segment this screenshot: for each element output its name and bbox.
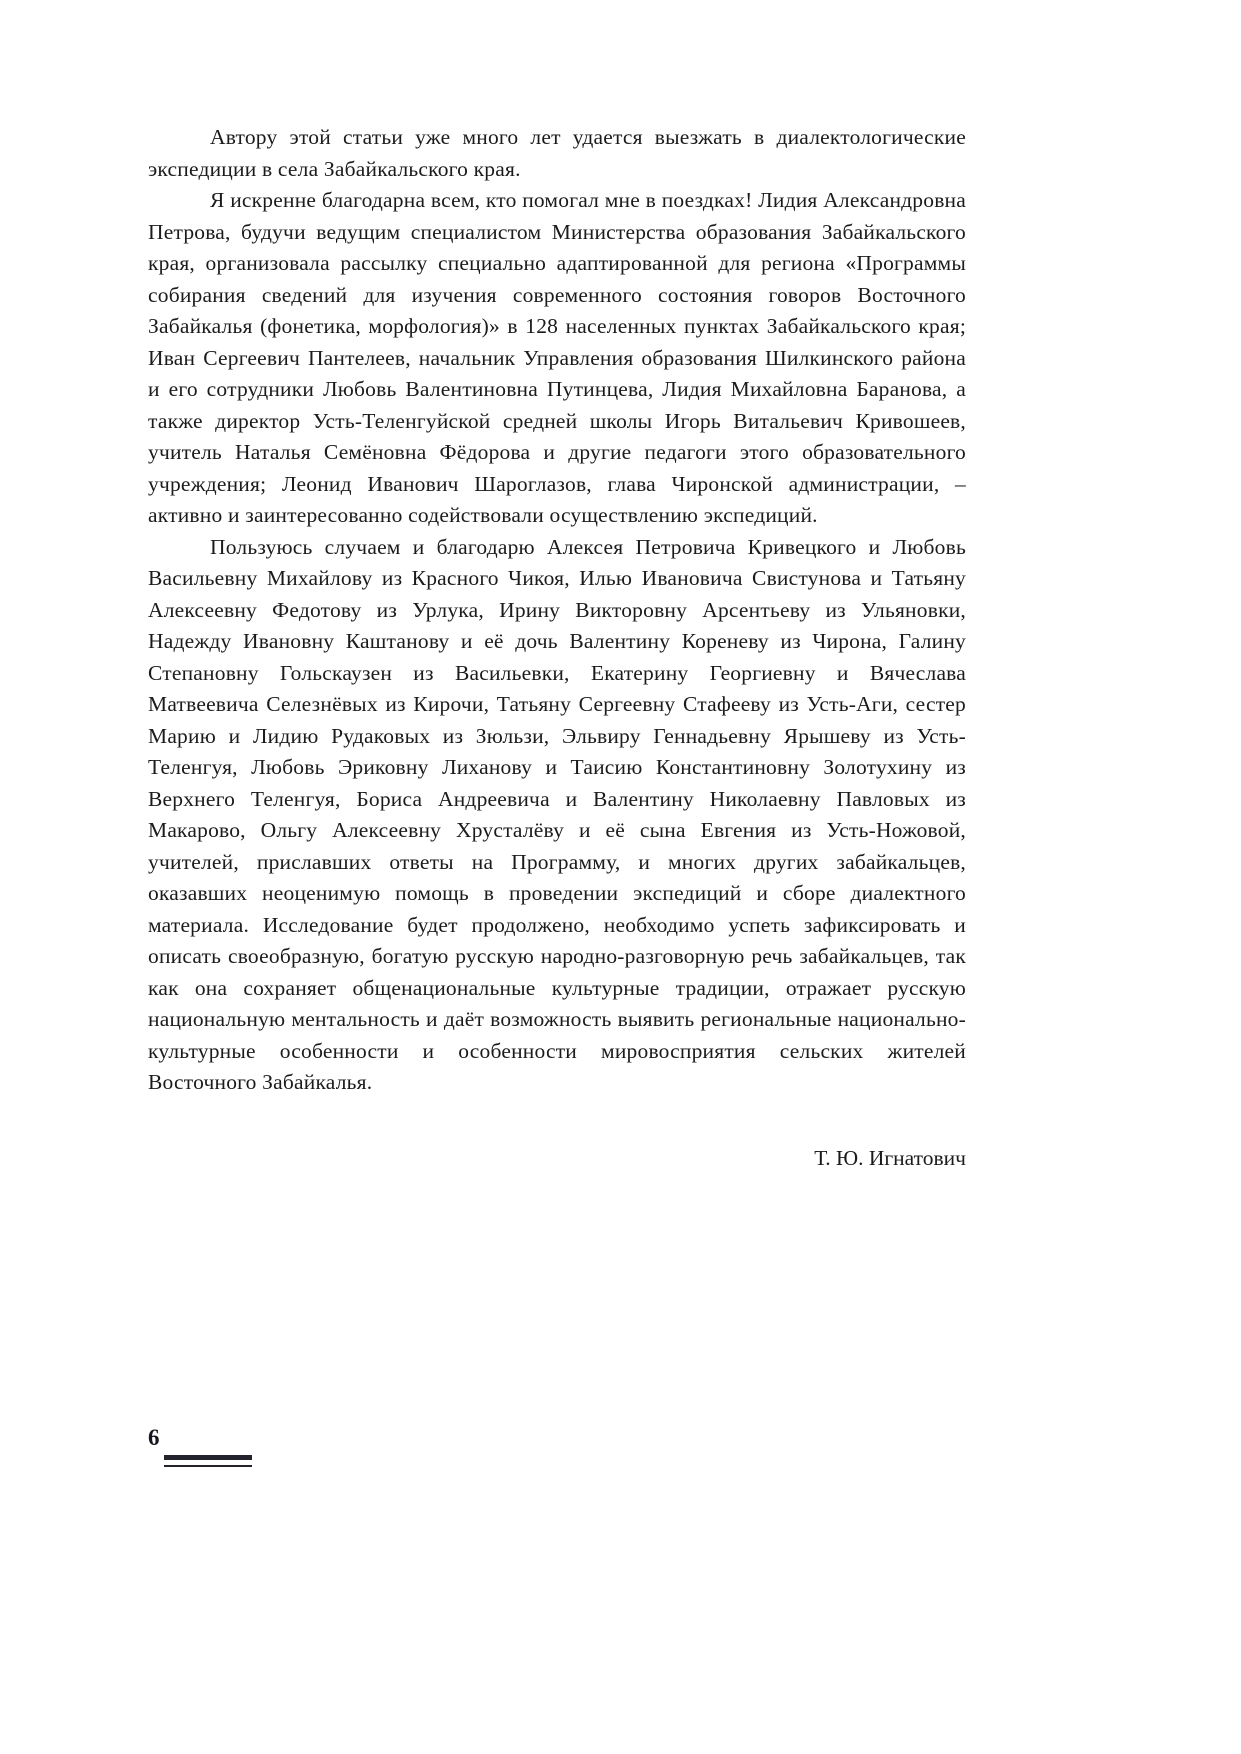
paragraph: Я искренне благодарна всем, кто помогал мне в поездках! Лидия Александровна Петрова, будучи ведущим специалистом Министерства образования Забайкальского края, организовала рассылку специально адаптированной для региона «Программы собирания сведений для изучения современного состояния говоров Восточного Забайкалья (фонетика, морфология)» в 128 населенных пунктах Забайкальского края; Иван Сергеевич Пантелеев, начальник Управления образования Шилкинского района и его сотрудники Любовь Валентиновна Путинцева, Лидия Михайловна Баранова, а также директор Усть-Теленгуйской средней школы Игорь Витальевич Кривошеев, учитель Наталья Семёновна Фёдорова и другие педагоги этого образовательного учреждения; Леонид Иванович Шароглазов, глава Чиронской администрации, – активно и заинтересованно содействовали осуществлению экспедиций. bbox=[148, 188, 966, 527]
footer-rule bbox=[164, 1455, 252, 1467]
author-signature: Т. Ю. Игнатович bbox=[814, 1145, 966, 1170]
paragraph: Пользуюсь случаем и благодарю Алексея Петровича Кривецкого и Любовь Васильевну Михайлову из Красного Чикоя, Илью Ивановича Свистунова и Татьяну Алексеевну Федотову из Урлука, Ирину Викторовну Арсентьеву из Ульяновки, Надежду Ивановну Каштанову и её дочь Валентину Кореневу из Чирона, Галину Степановну Гольскаузен из Васильевки, Екатерину Георгиевну и Вячеслава Матвеевича Селезнёвых из Кирочи, Татьяну Сергеевну Стафееву из Усть-Аги, сестер Марию и Лидию Рудаковых из Зюльзи, Эльвиру Геннадьевну Ярышеву из Усть-Теленгуя, Любовь Эриковну Лиханову и Таисию Константиновну Золотухину из Верхнего Теленгуя, Бориса Андреевича и Валентину Николаевну Павловых из Макарово, Ольгу Алексеевну Хрусталёву и её сына Евгения из Усть-Ножовой, учителей, приславших ответы на Программу, и многих других забайкальцев, оказавших неоценимую помощь в проведении экспедиций и сборе диалектного материала. Исследование будет продолжено, необходимо успеть зафиксировать и описать своеобразную, богатую русскую народно-разговорную речь забайкальцев, так как она сохраняет общенациональные культурные традиции, отражает русскую национальную ментальность и даёт возможность выявить региональные национально-культурные особенности и особенности мировосприятия сельских жителей Восточного Забайкалья. bbox=[148, 534, 966, 1094]
page-number: 6 bbox=[148, 1425, 160, 1450]
article-text bbox=[148, 122, 966, 1174]
paragraph: Автору этой статьи уже много лет удается выезжать в диалектологические экспедиции в села Забайкальского края. bbox=[148, 125, 966, 181]
page-footer bbox=[148, 1424, 252, 1467]
